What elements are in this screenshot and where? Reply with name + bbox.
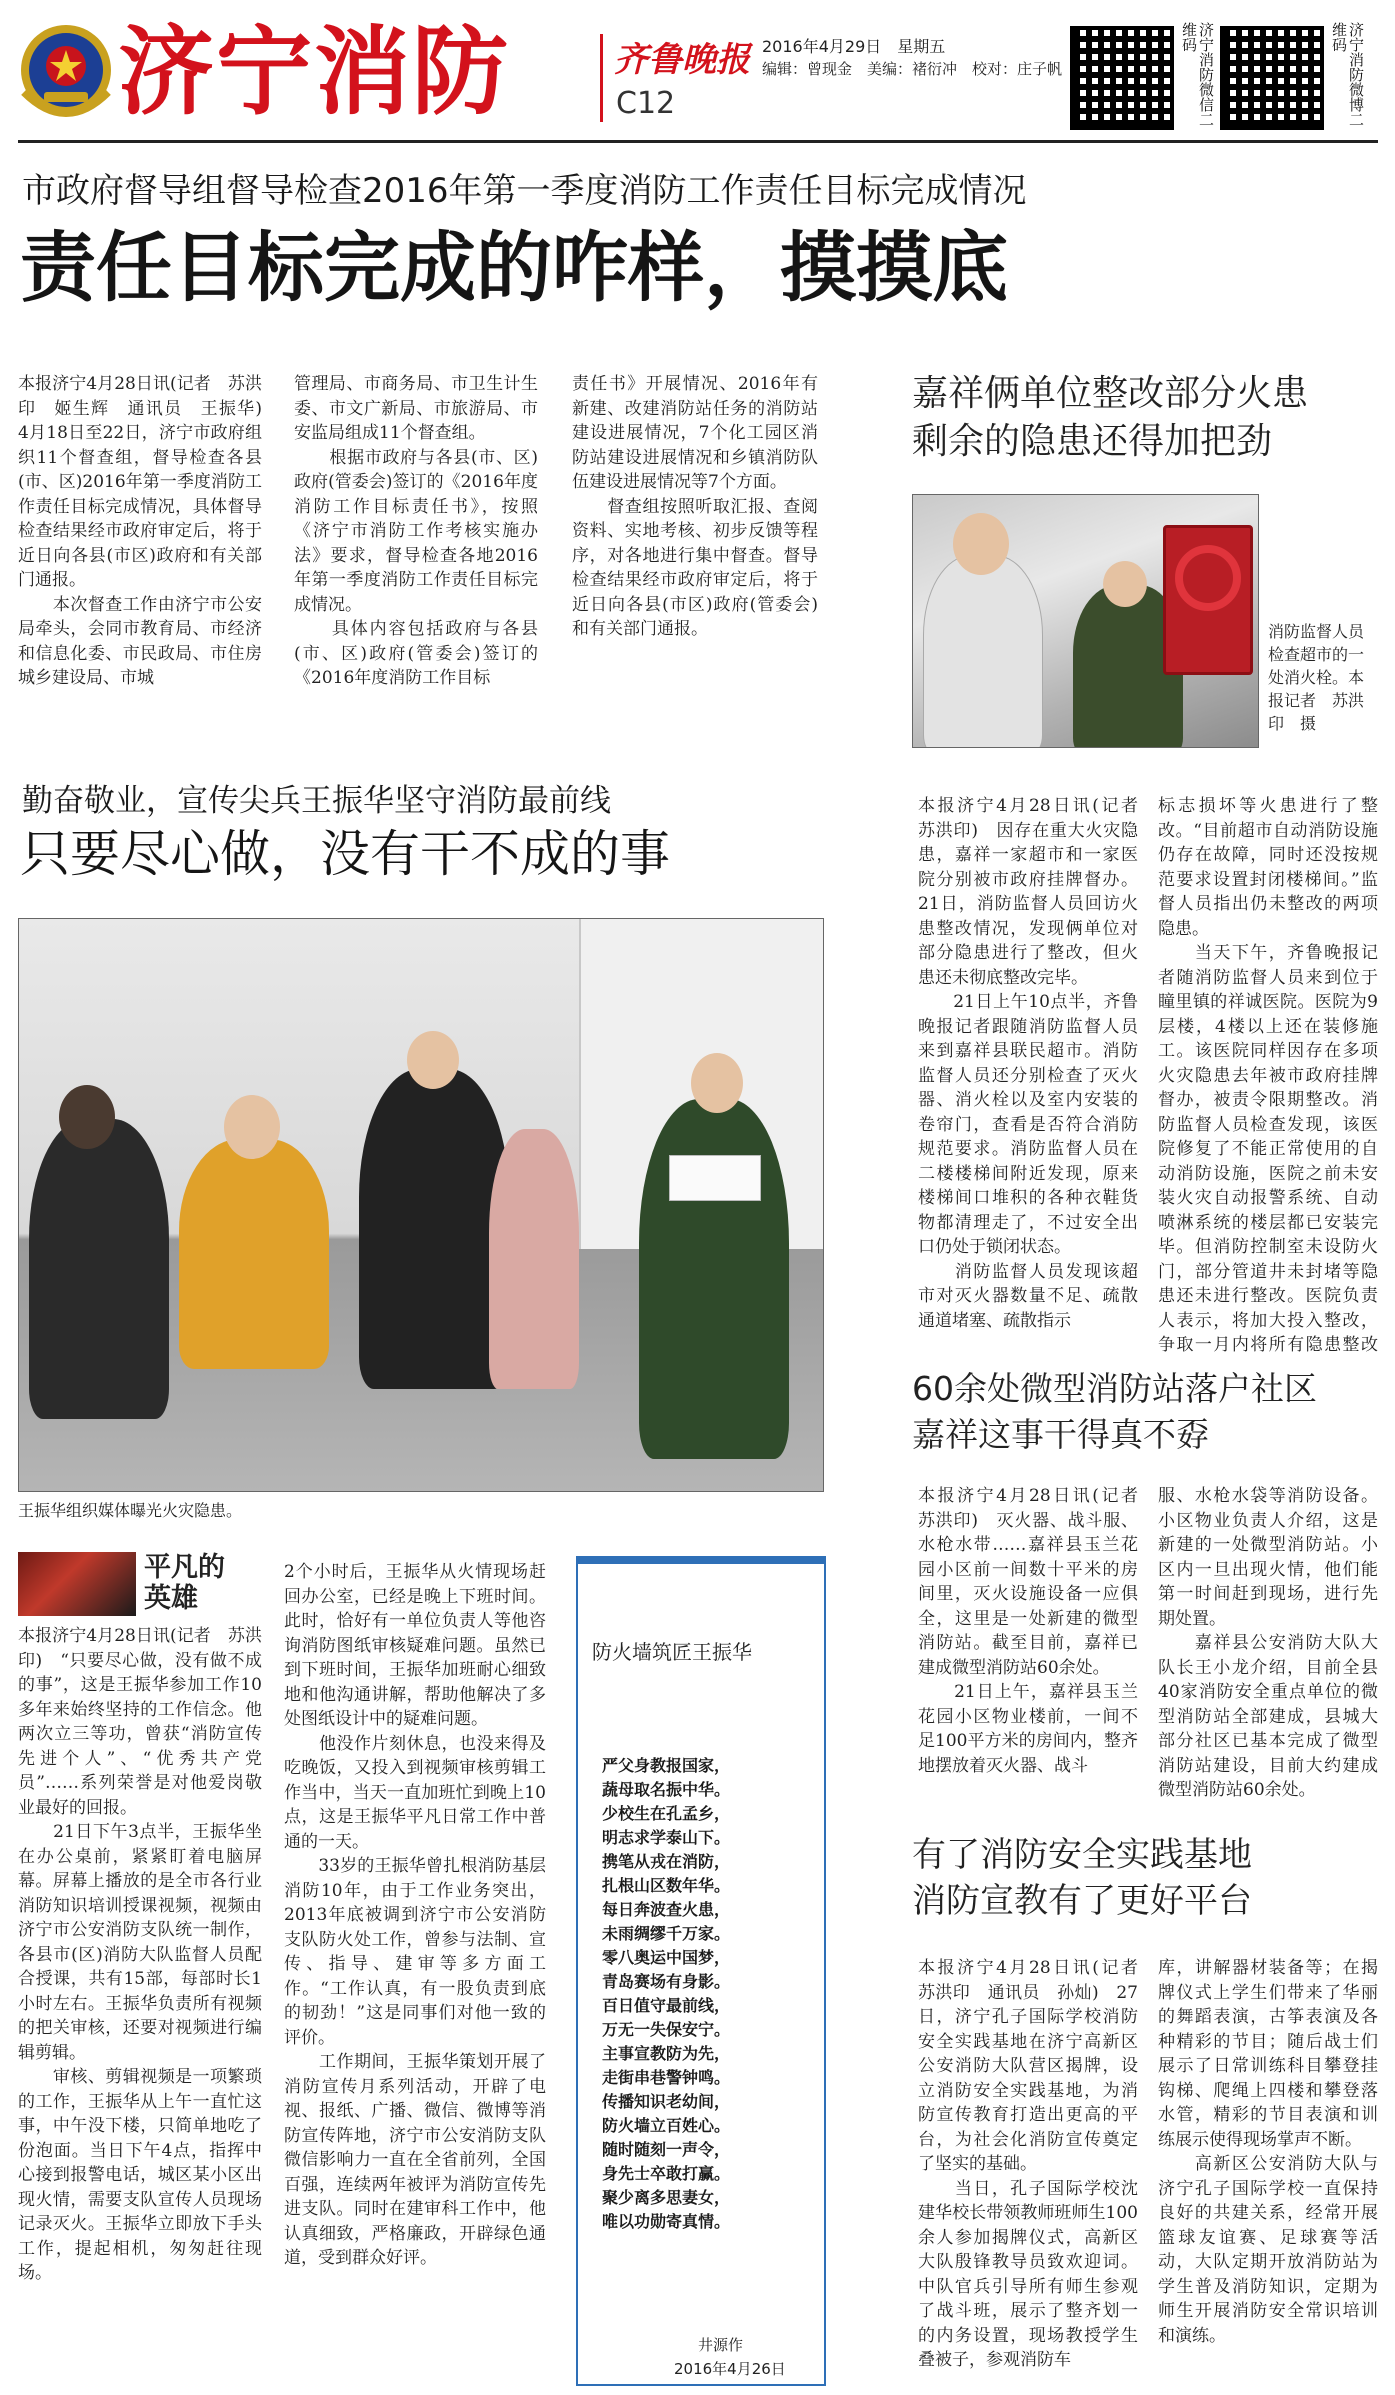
masthead-divider xyxy=(600,34,603,122)
lead-col-3: 责任书》开展情况、2016年有新建、改建消防站任务的消防站建设进展情况，7个化工园区消防站建设进展情况和乡镇消防队伍建设进展情况等7个方面。 督查组按照听取汇报、查阅资料、实地考核、初步反馈等程序，对各地进行集中督查。督导检查结果经市政府审定后，将于近日向各县(市区)政府(管委会)和有关部门通报。 xyxy=(572,374,818,639)
masthead-title: 济宁消防 xyxy=(118,16,510,128)
issue-date: 2016年4月29日 星期五 xyxy=(762,37,946,56)
photo-head xyxy=(1103,561,1147,607)
photo-head xyxy=(953,513,1009,575)
photo-document xyxy=(669,1155,761,1201)
photo-head xyxy=(224,1095,280,1159)
lead-col-2: 管理局、市商务局、市卫生计生委、市文广新局、市旅游局、市安监局组成11个督查组。 根据市政府与各县(市、区)政府(管委会)签订的《2016年度消防工作目标责任书》，按照《济宁市消防工作考核实施办法》要求，督导检查各地2016年第一季度消防工作责任目标完成情况。 具体内容包括政府与各县(市、区)政府(管委会)签订的《2016年度消防工作目标 xyxy=(294,374,538,688)
hero-badge xyxy=(18,1552,244,1616)
photo-hose-reel xyxy=(1175,545,1241,611)
poem-body: 严父身教报国家， 蔬母取名振中华。 少校生在孔孟乡， 明志求学泰山下。 携笔从戎在消防， 扎根山区数年华。 每日奔波查火患， 未雨绸缪千万家。 零八奥运中国梦， 青岛赛场有身影。 百日值守最前线， 万无一失保安宁。 主事宣教防为先， 走街串巷警钟鸣。 传播知识老幼间， 防火墙立百姓心。 随时随刻一声令， 身先士卒敢打赢。 聚少离多思妻女， 唯以功勋寄真情。 xyxy=(602,1756,731,2231)
wang-col-2: 2个小时后，王振华从火情现场赶回办公室，已经是晚上下班时间。此时，恰好有一单位负责人等他咨询消防图纸审核疑难问题。虽然已到下班时间，王振华加班耐心细致地和他沟通讲解，帮助他解决了多处图纸设计中的疑难问题。 他没作片刻休息，也没来得及吃晚饭，又投入到视频审核剪辑工作当中，当天一直加班忙到晚上10点，这是王振华平凡日常工作中普通的一天。 33岁的王振华曾扎根消防基层消防10年，由于工作业务突出，2013年底被调到济宁市公安消防支队防火处工作，曾参与法制、宣传、指导、建审等多方面工作。“工作认真，有一股负责到底的韧劲！”这是同事们对他一致的评价。 工作期间，王振华策划开展了消防宣传月系列活动，开辟了电视、报纸、广播、微信、微博等消防宣传阵地，济宁市公安消防支队微信影响力一直在全省前列，全国百强，连续两年被评为消防宣传先进支队。同时在建审科工作中，他认真细致，严格廉政，开辟绿色通道，受到群众好评。 xyxy=(284,1562,546,2268)
jiaxiang-col-2: 标志损坏等火患进行了整改。“目前超市自动消防设施仍存在故障，同时还没按规范要求设置封闭楼梯间。”监督人员指出仍未整改的两项隐患。 当天下午，齐鲁晚报记者随消防监督人员来到位于瞳里镇的祥诚医院。医院为9层楼，4楼以上还在装修施工。该医院同样因存在多项火灾隐患去年被市政府挂牌督办，被责令限期整改。消防监督人员检查发现，该医院修复了不能正常使用的自动消防设施，医院之前未安装火灾自动报警系统、自动喷淋系统的楼层都已安装完毕。但消防控制室未设防火门，部分管道井未封堵等隐患还未进行整改。医院负责人表示，将加大投入整改，争取一月内将所有隐患整改 xyxy=(1158,796,1378,1354)
photo-head xyxy=(59,1085,115,1149)
police-emblem-icon xyxy=(18,22,114,122)
lead-col-1: 本报济宁4月28日讯(记者 苏洪印 姬生辉 通讯员 王振华) 4月18日至22日，济宁市政府组织11个督查组，督导检查各县(市、区)2016年第一季度消防工作责任目标完成情况，具体督导检查结果经市政府审定后，将于近日向各县(市区)政府和有关部门通报。 本次督查工作由济宁市公安局牵头，会同市教育局、市经济和信息化委、市民政局、市住房城乡建设局、市城 xyxy=(18,374,262,688)
wang-title: 只要尽心做，没有干不成的事 xyxy=(20,825,670,883)
stations-col-1: 本报济宁4月28日讯(记者 苏洪印) 灭火器、战斗服、水枪水带……嘉祥县玉兰花园小区前一间数十平米的房间里，灭火设施设备一应俱全，这里是一处新建的微型消防站。截至目前，嘉祥已建成微型消防站60余处。 21日上午，嘉祥县玉兰花园小区物业楼前，一间不足100平方米的房间内，整齐地摆放着灭火器、战斗 xyxy=(918,1486,1138,1776)
photo-figure xyxy=(923,555,1043,748)
poem-author: 井源作 xyxy=(698,2336,744,2354)
masthead-rule xyxy=(18,140,1378,143)
lead-title: 责任目标完成的咋样，摸摸底 xyxy=(20,223,1008,312)
jiaxiang-col-1: 本报济宁4月28日讯(记者 苏洪印) 因存在重大火灾隐患，嘉祥一家超市和一家医院分别被市政府挂牌督办。21日，消防监督人员回访火患整改情况，发现俩单位对部分隐患进行了整改，但火患还未彻底整改完毕。 21日上午10点半，齐鲁晚报记者跟随消防监督人员来到嘉祥县联民超市。消防监督人员还分别检查了灭火器、消火栓以及室内安装的卷帘门，查看是否符合消防规范要求。消防监督人员在二楼楼梯间附近发现，原来楼梯间口堆积的各种衣鞋货物都清理走了，不过安全出口仍处于锁闭状态。 消防监督人员发现该超市对灭火器数量不足、疏散通道堵塞、疏散指示 xyxy=(918,796,1138,1331)
photo-officer xyxy=(639,1099,789,1459)
jiaxiang-photo xyxy=(912,494,1259,748)
masthead xyxy=(0,0,1395,140)
qr-label-wechat: 济宁消防微信二维码 xyxy=(1180,22,1215,127)
poem-date: 2016年4月26日 xyxy=(674,2360,786,2378)
wang-photo-caption: 王振华组织媒体曝光火灾隐患。 xyxy=(18,1501,243,1520)
poem-box xyxy=(576,1556,826,2386)
credits: 编辑：曾现金 美编：褚衍冲 校对：庄子帆 xyxy=(762,60,1063,78)
badge-label: 平凡的英雄 xyxy=(144,1552,225,1614)
photo-person xyxy=(179,1139,329,1369)
school-title: 有了消防安全实践基地 消防宣教有了更好平台 xyxy=(912,1835,1252,1921)
photo-head xyxy=(407,1031,459,1089)
wang-subtitle: 勤奋敬业，宣传尖兵王振华坚守消防最前线 xyxy=(22,783,611,819)
photo-head xyxy=(691,1053,743,1113)
lead-subtitle: 市政府督导组督导检查2016年第一季度消防工作责任目标完成情况 xyxy=(22,171,1027,211)
school-col-2: 库，讲解器材装备等；在揭牌仪式上学生们带来了华丽的舞蹈表演，古筝表演及各种精彩的节目；随后战士们展示了日常训练科目攀登挂钩梯、爬绳上四楼和攀登落水管，精彩的节目表演和训练展示使得现场掌声不断。 高新区公安消防大队与济宁孔子国际学校一直保持良好的共建关系，经常开展篮球友谊赛、足球赛等活动，大队定期开放消防站为学生普及消防知识，定期为师生开展消防安全常识培训和演练。 xyxy=(1158,1958,1378,2346)
jiaxiang-title: 嘉祥俩单位整改部分火患 剩余的隐患还得加把劲 xyxy=(912,373,1309,462)
wang-photo xyxy=(18,918,824,1492)
page-code: C12 xyxy=(616,86,676,121)
paper-name: 齐鲁晚报 xyxy=(614,40,750,80)
stations-col-2: 服、水枪水袋等消防设备。小区物业负责人介绍，这是新建的一处微型消防站。小区内一旦出现火情，他们能第一时间赶到现场，进行先期处置。 嘉祥县公安消防大队大队长王小龙介绍，目前全县40家消防安全重点单位的微型消防站全部建成，县城大部分社区已基本完成了微型消防站建设，目前大约建成微型消防站60余处。 xyxy=(1158,1486,1378,1800)
jiaxiang-caption: 消防监督人员检查超市的一处消火栓。本报记者 苏洪印 摄 xyxy=(1268,622,1365,733)
poem-title: 防火墙筑匠王振华 xyxy=(592,1640,752,1664)
stations-title: 60余处微型消防站落户社区 嘉祥这事干得真不孬 xyxy=(912,1369,1317,1454)
qr-code-wechat[interactable] xyxy=(1070,26,1174,130)
qr-code-weibo[interactable] xyxy=(1220,26,1324,130)
photo-person xyxy=(359,1069,509,1389)
school-col-1: 本报济宁4月28日讯(记者 苏洪印 通讯员 孙灿) 27日，济宁孔子国际学校消防安全实践基地在济宁高新区公安消防大队营区揭牌，设立消防安全实践基地，为消防宣传教育打造出更高的平台，为社会化消防宣传奠定了坚实的基础。 当日，孔子国际学校沈建华校长带领教师班师生100余人参加揭牌仪式，高新区大队殷锋教导员致欢迎词。中队官兵引导所有师生参观了战斗班，展示了整齐划一的内务设置，现场教授学生叠被子，参观消防车 xyxy=(918,1958,1138,2370)
photo-person xyxy=(29,1119,169,1419)
wang-col-1: 本报济宁4月28日讯(记者 苏洪印) “只要尽心做，没有做不成的事”，这是王振华参加工作10多年来始终坚持的工作信念。他两次立三等功，曾获“消防宣传先进个人”、“优秀共产党员”……系列荣誉是对他爱岗敬业最好的回报。 21日下午3点半，王振华坐在办公桌前，紧紧盯着电脑屏幕。屏幕上播放的是全市各行业消防知识培训授课视频，视频由济宁市公安消防支队统一制作，各县市(区)消防大队监督人员配合授课，共有15部，每部时长1小时左右。王振华负责所有视频的把关审核，还要对视频进行编辑剪辑。 审核、剪辑视频是一项繁琐的工作，王振华从上午一直忙这事，中午没下楼，只简单地吃了份泡面。当日下午4点，指挥中心接到报警电话，城区某小区出现火情，需要支队宣传人员现场记录灭火。王振华立即放下手头工作，提起相机，匆匆赶往现场。 xyxy=(18,1626,262,2283)
photo-person xyxy=(489,1129,579,1389)
badge-photo-icon xyxy=(18,1552,136,1616)
qr-label-weibo: 济宁消防微博二维码 xyxy=(1330,22,1365,127)
